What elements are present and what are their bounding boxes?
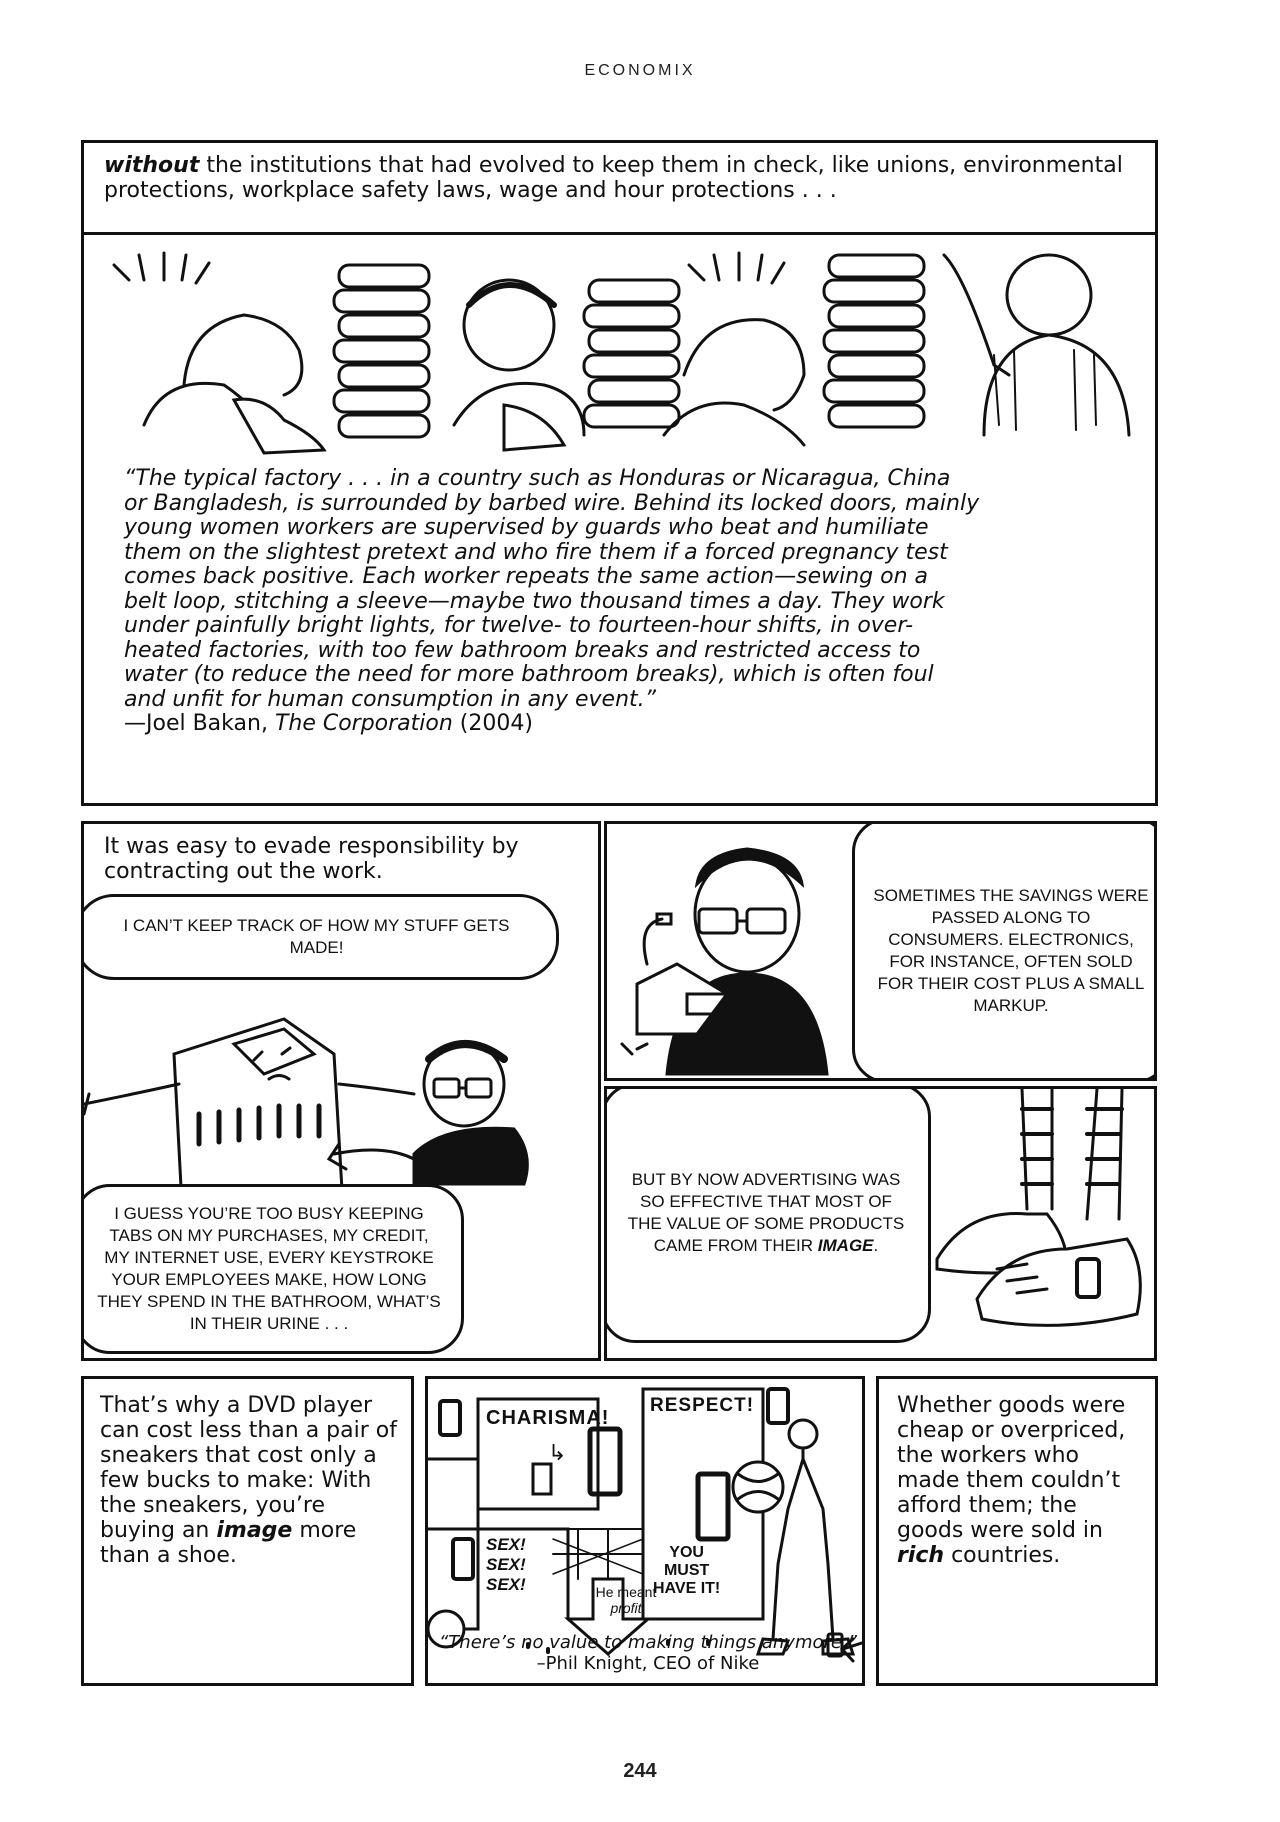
corporation-speech-bubble: I CAN’T KEEP TRACK OF HOW MY STUFF GETS MADE! <box>81 894 559 980</box>
dvd-caption <box>100 1393 400 1568</box>
narrator-speech-bubble: I GUESS YOU’RE TOO BUSY KEEPING TABS ON MY PURCHASES, MY CREDIT, MY INTERNET USE, EVERY KEYSTROKE YOUR EMPLOYEES MAKE, HOW LONG THEY SPEND IN THE BATHROOM, WHAT’S IN THEIR URINE . . . <box>81 1184 464 1354</box>
dvd-caption-text: That’s why a DVD player can cost less than a pair of sneakers that cost only a few bucks to make: With the sneakers, you’re buying an <box>100 1393 397 1543</box>
quote-line: “The typical factory . . . in a country such as Honduras or Nicaragua, China <box>124 466 951 491</box>
editor-note-line1: He meant <box>595 1584 657 1600</box>
page-number: 244 <box>623 1760 657 1782</box>
advertising-text-end: . <box>873 1236 879 1255</box>
sex-sign-line: SEX! <box>486 1535 526 1554</box>
respect-sign: RESPECT! <box>650 1395 755 1416</box>
panel-billboards <box>425 1376 865 1686</box>
quote-line: under painfully bright lights, for twelve- to fourteen-hour shifts, in over- <box>124 613 914 638</box>
panel-sweatshop <box>81 232 1158 806</box>
attribution-book-title: The Corporation <box>274 711 453 736</box>
editor-note <box>586 1584 666 1616</box>
contracting-caption: It was easy to evade responsibility by contracting out the work. <box>104 834 519 884</box>
rich-caption-end: countries. <box>944 1543 1061 1568</box>
advertising-text <box>622 1169 910 1257</box>
must-sign-line: HAVE IT! <box>653 1580 721 1597</box>
panel-advertising <box>604 1086 1157 1361</box>
running-header: ECONOMIX <box>584 62 696 79</box>
factory-quote <box>124 467 1124 737</box>
rich-caption-text: Whether goods were cheap or overpriced, the workers who made them couldn’t afford them; the goods were sold in <box>897 1393 1126 1543</box>
intro-caption <box>104 153 1134 203</box>
sex-sign-line: SEX! <box>486 1555 526 1574</box>
quote-line: belt loop, stitching a sleeve—maybe two thousand times a day. They work <box>124 588 945 614</box>
sex-sign <box>486 1535 526 1595</box>
rich-caption-emphasis: rich <box>897 1543 945 1568</box>
dvd-caption-end: more than a shoe. <box>100 1518 357 1568</box>
nike-quote-text: “There’s no value to making things anymore.” <box>438 1632 858 1653</box>
advertising-text-main: BUT BY NOW ADVERTISING WAS SO EFFECTIVE THAT MOST OF THE VALUE OF SOME PRODUCTS CAME FROM THEIR <box>627 1170 905 1255</box>
quote-line: comes back positive. Each worker repeats the same action—sewing on a <box>124 564 928 589</box>
quote-line: them on the slightest pretext and who fire them if a forced pregnancy test <box>124 539 948 565</box>
panel-intro-caption <box>81 140 1158 235</box>
advertising-speech-bubble <box>604 1086 931 1343</box>
editor-note-line2: profit <box>610 1600 642 1616</box>
rich-countries-caption <box>897 1393 1147 1568</box>
arrow-icon: ↳ <box>548 1441 567 1466</box>
quote-line: water (to reduce the need for more bathroom breaks), which is often foul <box>124 662 934 687</box>
quote-line: heated factories, with too few bathroom breaks and restricted access to <box>124 637 921 663</box>
panel-electronics <box>604 821 1157 1081</box>
intro-caption-emphasis: without <box>104 153 200 178</box>
panel-contracting <box>81 821 601 1361</box>
must-sign-line: YOU <box>669 1544 704 1561</box>
attribution-year: (2004) <box>452 711 533 736</box>
nike-quote-attribution: –Phil Knight, CEO of Nike <box>536 1653 760 1674</box>
dvd-caption-emphasis: image <box>216 1518 293 1543</box>
advertising-text-emphasis: IMAGE <box>817 1236 874 1255</box>
quote-line: and unfit for human consumption in any event.” <box>124 686 657 712</box>
panel-dvd-vs-sneakers <box>81 1376 414 1686</box>
attribution-author: —Joel Bakan, <box>124 711 275 736</box>
quote-line: or Bangladesh, is surrounded by barbed wire. Behind its locked doors, mainly <box>124 490 980 516</box>
charisma-sign: CHARISMA! <box>486 1407 610 1429</box>
quote-attribution <box>124 712 1124 737</box>
nike-quote <box>438 1632 858 1674</box>
panel-rich-countries <box>876 1376 1158 1686</box>
sweatshop-illustration <box>84 235 1158 455</box>
intro-caption-text: the institutions that had evolved to keep them in check, like unions, environmental protections, workplace safety laws, wage and hour protections . . . <box>104 153 1123 203</box>
quote-line: young women workers are supervised by guards who beat and humiliate <box>124 515 929 540</box>
electronics-speech-bubble: SOMETIMES THE SAVINGS WERE PASSED ALONG TO CONSUMERS. ELECTRONICS, FOR INSTANCE, OFTEN SOLD FOR THEIR COST PLUS A SMALL MARKUP. <box>852 821 1157 1081</box>
sex-sign-line: SEX! <box>486 1575 526 1594</box>
must-sign-line: MUST <box>663 1562 710 1579</box>
